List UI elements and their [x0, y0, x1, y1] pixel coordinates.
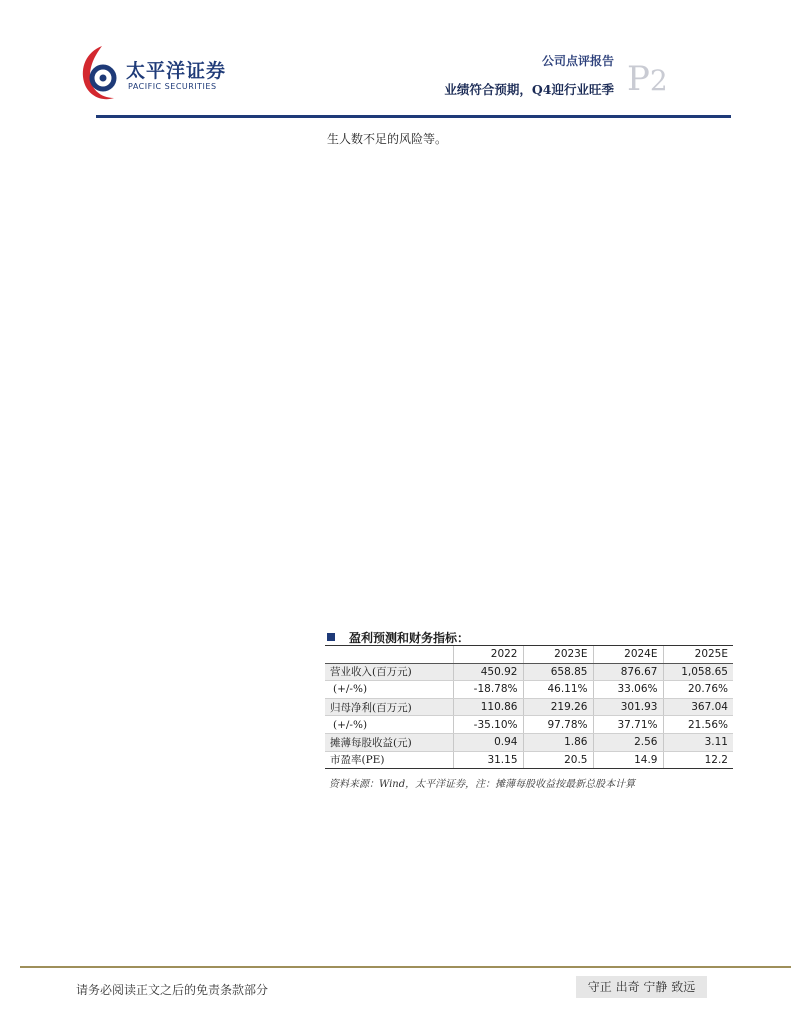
- footer-divider: [20, 966, 791, 968]
- column-header: [325, 646, 453, 664]
- page-number: 2: [649, 64, 668, 97]
- table-heading-text: 盈利预测和财务指标：: [349, 631, 470, 645]
- body-paragraph: 生人数不足的风险等。: [327, 132, 448, 146]
- table-cell: 2.56: [593, 733, 663, 751]
- table-cell: -18.78%: [453, 681, 523, 699]
- table-cell: 3.11: [663, 733, 733, 751]
- page-number-mark: [627, 59, 668, 99]
- table-cell: 37.71%: [593, 716, 663, 734]
- table-cell: 46.11%: [523, 681, 593, 699]
- column-header: 2023E: [523, 646, 593, 664]
- table-cell: 219.26: [523, 698, 593, 716]
- column-header: 2022: [453, 646, 523, 664]
- table-cell: 876.67: [593, 663, 663, 681]
- report-type: 公司点评报告: [541, 54, 614, 68]
- company-logo: [76, 42, 236, 106]
- table-cell: 14.9: [593, 751, 663, 769]
- page-letter: P: [627, 59, 650, 99]
- table-row: [325, 681, 733, 699]
- table-row: [325, 716, 733, 734]
- table-cell: 658.85: [523, 663, 593, 681]
- column-header: 2025E: [663, 646, 733, 664]
- row-label: 市盈率(PE): [325, 751, 453, 769]
- table-cell: 12.2: [663, 751, 733, 769]
- table-cell: 31.15: [453, 751, 523, 769]
- header-divider: [96, 115, 731, 118]
- report-title: 业绩符合预期，Q4迎行业旺季: [444, 82, 614, 97]
- company-motto: 守正 出奇 宁静 致远: [576, 976, 707, 998]
- table-cell: 110.86: [453, 698, 523, 716]
- table-row: [325, 663, 733, 681]
- disclaimer-text: 请务必阅读正文之后的免责条款部分: [76, 983, 269, 997]
- table-cell: 20.76%: [663, 681, 733, 699]
- table-row: [325, 751, 733, 769]
- pacific-logo-icon: [76, 42, 126, 106]
- logo-chinese-name: 太平洋证券: [126, 60, 227, 82]
- table-cell: 20.5: [523, 751, 593, 769]
- table-row: [325, 698, 733, 716]
- column-header: 2024E: [593, 646, 663, 664]
- row-label: 摊薄每股收益(元): [325, 733, 453, 751]
- table-header-row: [325, 646, 733, 664]
- row-label: 归母净利(百万元): [325, 698, 453, 716]
- table-cell: -35.10%: [453, 716, 523, 734]
- square-bullet-icon: [327, 633, 335, 641]
- financial-forecast-table: [325, 645, 733, 769]
- logo-english-name: PACIFIC SECURITIES: [128, 82, 217, 91]
- table-cell: 1,058.65: [663, 663, 733, 681]
- table-cell: 21.56%: [663, 716, 733, 734]
- table-cell: 33.06%: [593, 681, 663, 699]
- table-cell: 97.78%: [523, 716, 593, 734]
- row-label: 营业收入(百万元): [325, 663, 453, 681]
- table-cell: 367.04: [663, 698, 733, 716]
- row-label: (+/-%): [325, 716, 453, 734]
- table-heading: [327, 629, 469, 646]
- table-cell: 1.86: [523, 733, 593, 751]
- table-cell: 450.92: [453, 663, 523, 681]
- row-label: (+/-%): [325, 681, 453, 699]
- table-cell: 301.93: [593, 698, 663, 716]
- table-source-note: 资料来源：Wind，太平洋证券，注：摊薄每股收益按最新总股本计算: [329, 779, 636, 790]
- table-cell: 0.94: [453, 733, 523, 751]
- table-row: [325, 733, 733, 751]
